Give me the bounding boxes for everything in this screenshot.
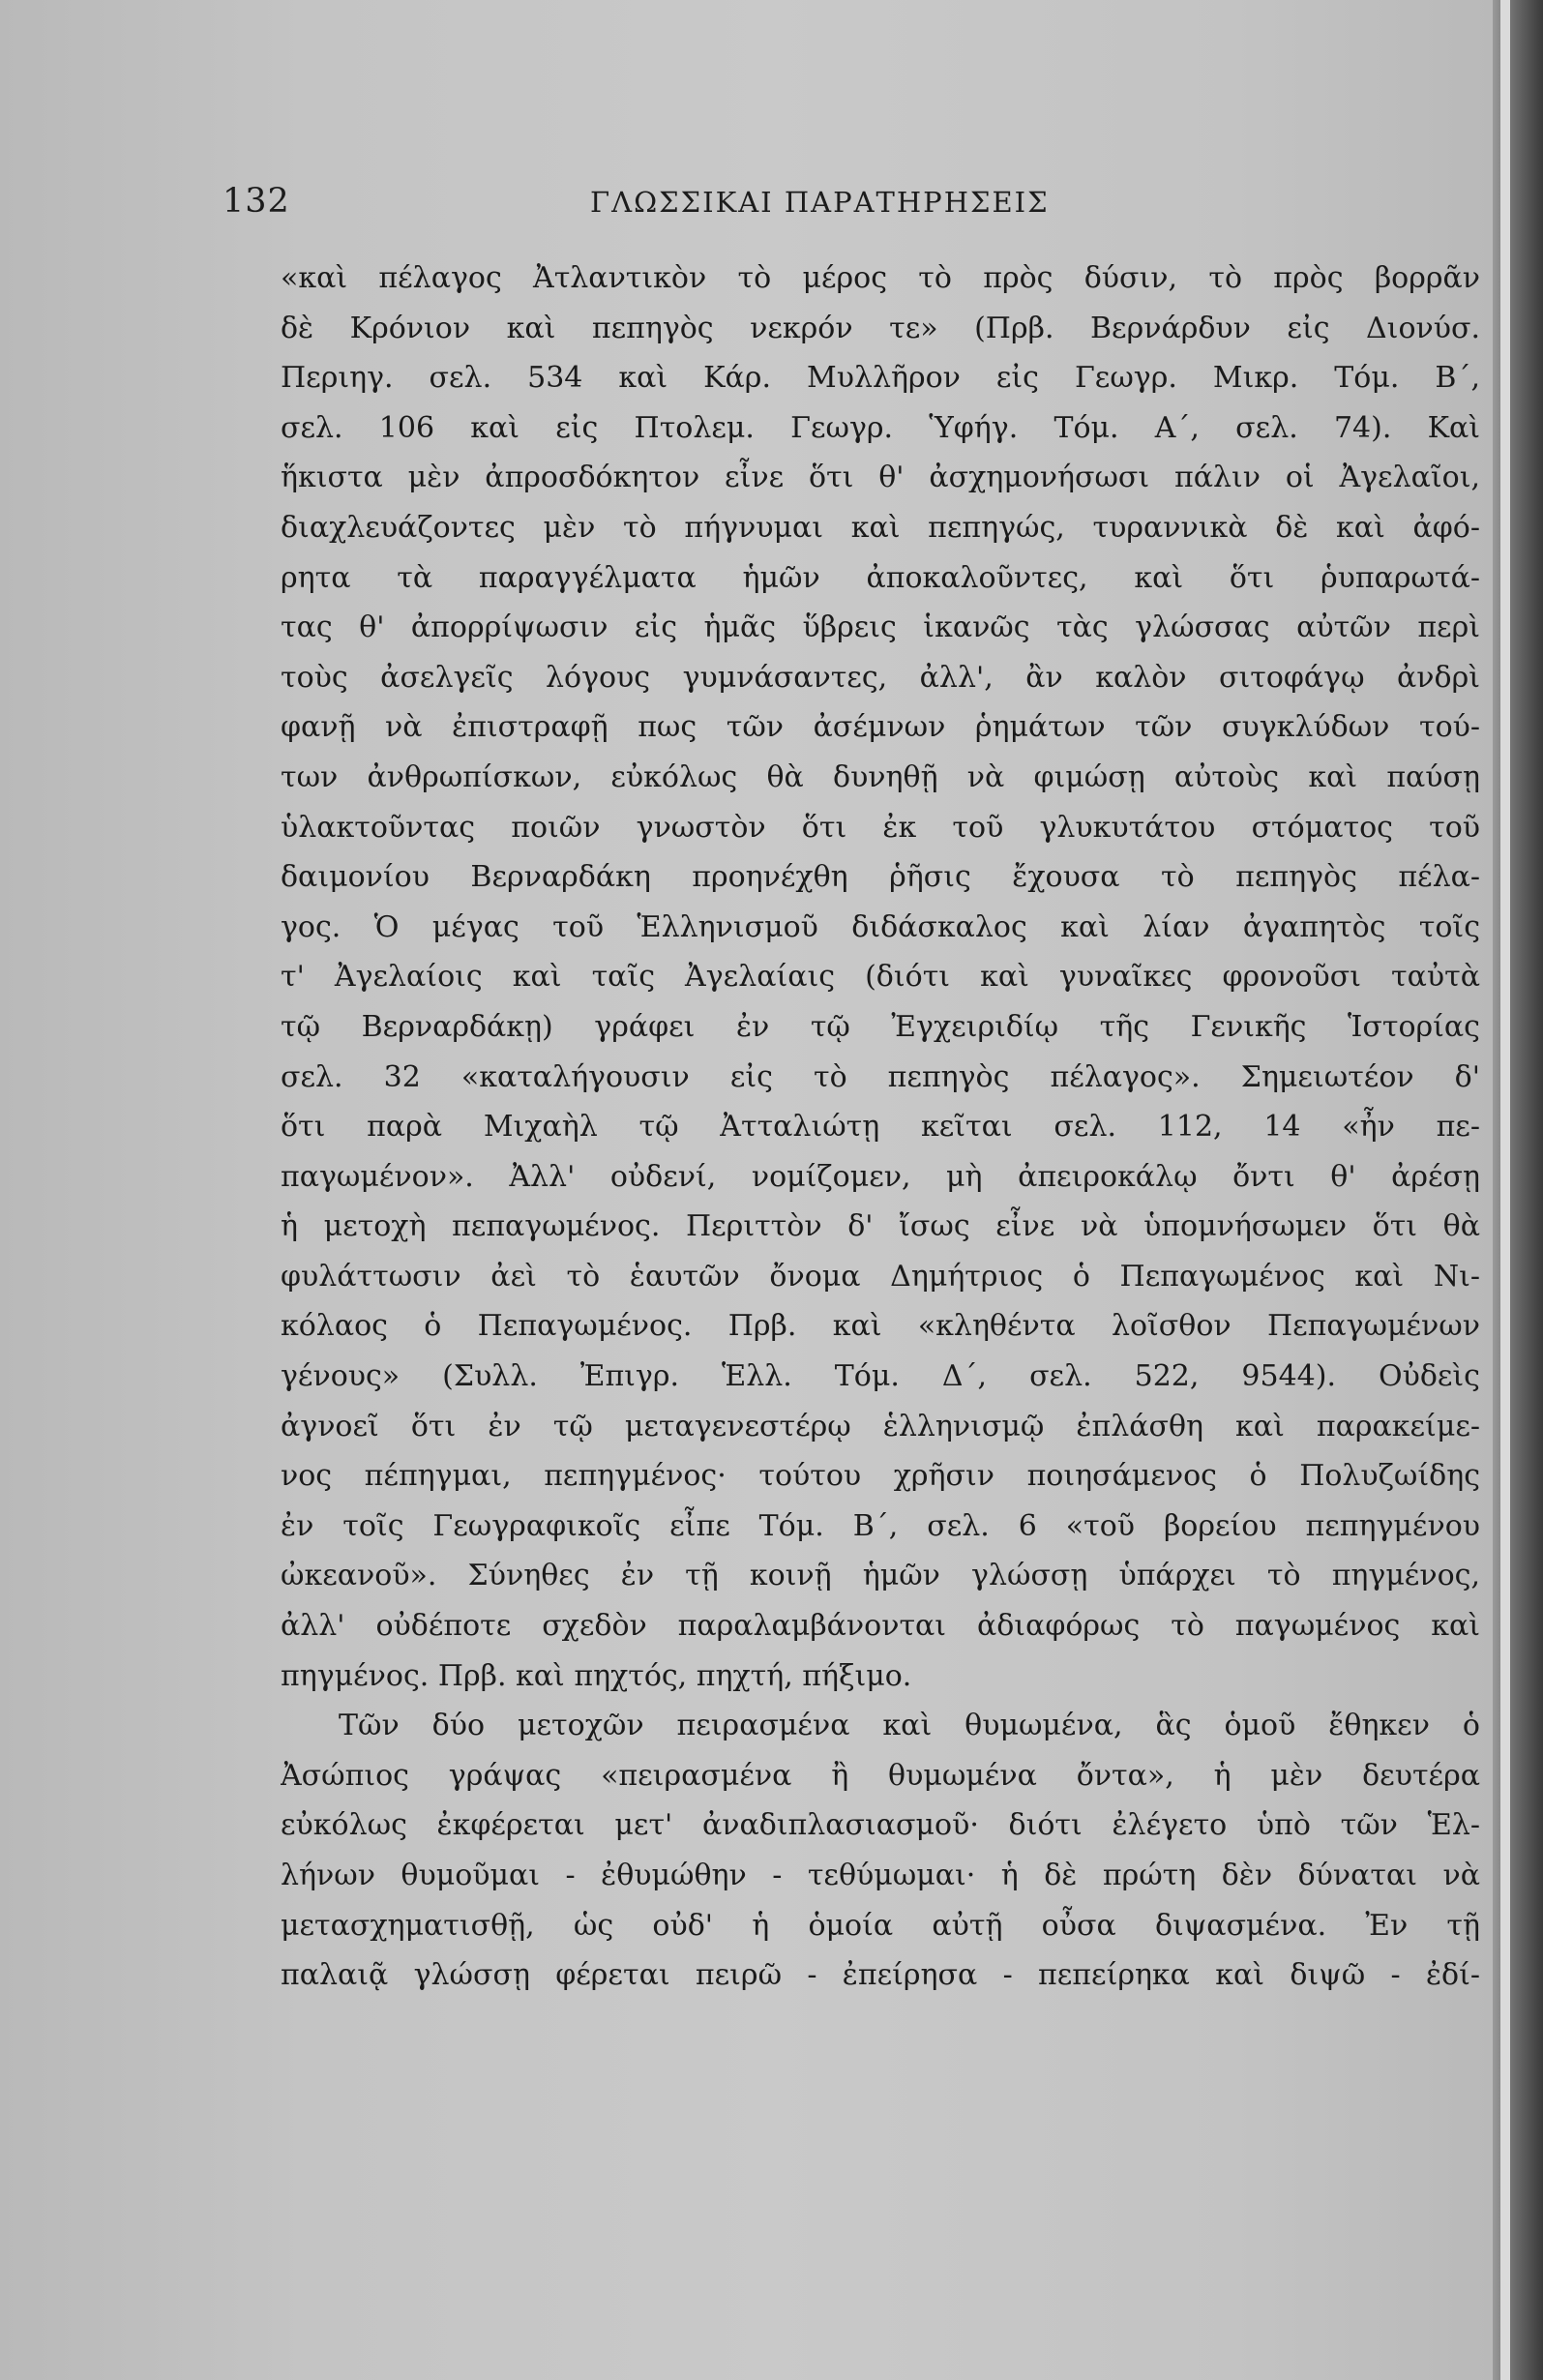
text-line: μετασχηματισθῇ, ὡς οὐδ' ἡ ὁμοία αὐτῇ οὖσα διψασμένα. Ἐν τῇ <box>281 1908 1480 1943</box>
text-line: ἀλλ' οὐδέποτε σχεδὸν παραλαμβάνονται ἀδιαφόρως τὸ παγωμένος καὶ <box>281 1609 1480 1644</box>
text-line: των ἀνθρωπίσκων, εὐκόλως θὰ δυνηθῇ νὰ φιμώσῃ αὐτοὺς καὶ παύσῃ <box>281 759 1480 794</box>
text-line: ρητα τὰ παραγγέλματα ἡμῶν ἀποκαλοῦντες, καὶ ὅτι ῥυπαρωτά- <box>281 560 1480 595</box>
text-line: «καὶ πέλαγος Ἀτλαντικὸν τὸ μέρος τὸ πρὸς δύσιν, τὸ πρὸς βορρᾶν <box>281 261 1480 295</box>
text-line: παγωμένον». Ἀλλ' οὐδενί, νομίζομεν, μὴ ἀπειροκάλῳ ὄντι θ' ἀρέσῃ <box>281 1159 1480 1194</box>
text-line: τοὺς ἀσελγεῖς λόγους γυμνάσαντες, ἀλλ', ἂν καλὸν σιτοφάγῳ ἀνδρὶ <box>281 660 1480 695</box>
page-number: 132 <box>223 182 290 221</box>
text-line: κόλαος ὁ Πεπαγωμένος. Πρβ. καὶ «κληθέντα λοῖσθον Πεπαγωμένων <box>281 1309 1480 1344</box>
text-line: ἀγνοεῖ ὅτι ἐν τῷ μεταγενεστέρῳ ἑλληνισμῷ ἐπλάσθη καὶ παρακείμε- <box>281 1409 1480 1443</box>
text-line: παλαιᾷ γλώσσῃ φέρεται πειρῶ - ἐπείρησα - πεπείρηκα καὶ διψῶ - ἐδί- <box>281 1958 1480 1993</box>
text-line: νος πέπηγμαι, πεπηγμένος· τούτου χρῆσιν ποιησάμενος ὁ Πολυζωίδης <box>281 1459 1480 1494</box>
page-header <box>223 182 1470 230</box>
text-line: Τῶν δύο μετοχῶν πειρασμένα καὶ θυμωμένα, ἃς ὁμοῦ ἔθηκεν ὁ <box>339 1709 1480 1743</box>
text-line: τ' Ἀγελαίοις καὶ ταῖς Ἀγελαίαις (διότι καὶ γυναῖκες φρονοῦσι ταὐτὰ <box>281 960 1480 995</box>
text-line: σελ. 32 «καταλήγουσιν εἰς τὸ πεπηγὸς πέλαγος». Σημειωτέον δ' <box>281 1059 1480 1094</box>
text-line: φυλάττωσιν ἀεὶ τὸ ἑαυτῶν ὄνομα Δημήτριος ὁ Πεπαγωμένος καὶ Νι- <box>281 1259 1480 1294</box>
text-line: ἥκιστα μὲν ἀπροσδόκητον εἶνε ὅτι θ' ἀσχημονήσωσι πάλιν οἱ Ἀγελαῖοι, <box>281 461 1480 495</box>
text-line: Περιηγ. σελ. 534 καὶ Κάρ. Μυλλῆρον εἰς Γεωγρ. Μικρ. Τόμ. Β΄, <box>281 361 1480 396</box>
text-line: πηγμένος. Πρβ. καὶ πηχτός, πηχτή, πήξιμο. <box>281 1658 912 1693</box>
text-line: φανῇ νὰ ἐπιστραφῇ πως τῶν ἀσέμνων ῥημάτων τῶν συγκλύδων τού- <box>281 710 1480 745</box>
text-line: σελ. 106 καὶ εἰς Πτολεμ. Γεωγρ. Ὑφήγ. Τόμ. Α΄, σελ. 74). Καὶ <box>281 410 1480 445</box>
page-edge-sliver <box>1500 0 1510 2380</box>
running-title: ΓΛΩΣΣΙΚΑΙ ΠΑΡΑΤΗΡΗΣΕΙΣ <box>590 186 1050 219</box>
text-line: τας θ' ἀπορρίψωσιν εἰς ἡμᾶς ὕβρεις ἱκανῶς τὰς γλώσσας αὐτῶν περὶ <box>281 610 1480 645</box>
text-line: τῷ Βερναρδάκῃ) γράφει ἐν τῷ Ἐγχειριδίῳ τῆς Γενικῆς Ἱστορίας <box>281 1009 1480 1044</box>
page-edge-shadow <box>1493 0 1543 2380</box>
text-line: εὐκόλως ἐκφέρεται μετ' ἀναδιπλασιασμοῦ· διότι ἐλέγετο ὑπὸ τῶν Ἑλ- <box>281 1808 1480 1843</box>
text-line: γος. Ὁ μέγας τοῦ Ἑλληνισμοῦ διδάσκαλος καὶ λίαν ἀγαπητὸς τοῖς <box>281 909 1480 944</box>
text-line: ὑλακτοῦντας ποιῶν γνωστὸν ὅτι ἐκ τοῦ γλυκυτάτου στόματος τοῦ <box>281 810 1480 845</box>
text-line: δαιμονίου Βερναρδάκη προηνέχθη ῥῆσις ἔχουσα τὸ πεπηγὸς πέλα- <box>281 860 1480 895</box>
text-line: ὠκεανοῦ». Σύνηθες ἐν τῇ κοινῇ ἡμῶν γλώσσῃ ὑπάρχει τὸ πηγμένος, <box>281 1559 1480 1593</box>
text-line: λήνων θυμοῦμαι - ἐθυμώθην - τεθύμωμαι· ἡ δὲ πρώτη δὲν δύναται νὰ <box>281 1859 1480 1892</box>
body-text <box>281 253 1480 2001</box>
text-line: δὲ Κρόνιον καὶ πεπηγὸς νεκρόν τε» (Πρβ. Βερνάρδυν εἰς Διονύσ. <box>281 311 1480 345</box>
text-line: γένους» (Συλλ. Ἐπιγρ. Ἑλλ. Τόμ. Δ΄, σελ. 522, 9544). Οὐδεὶς <box>281 1359 1480 1394</box>
text-line: Ἀσώπιος γράψας «πειρασμένα ἢ θυμωμένα ὄντα», ἡ μὲν δευτέρα <box>281 1758 1480 1793</box>
text-line: ἡ μετοχὴ πεπαγωμένος. Περιττὸν δ' ἴσως εἶνε νὰ ὑπομνήσωμεν ὅτι θὰ <box>281 1209 1480 1244</box>
text-line: ἐν τοῖς Γεωγραφικοῖς εἶπε Τόμ. Β΄, σελ. 6 «τοῦ βορείου πεπηγμένου <box>281 1508 1480 1543</box>
text-line: διαχλευάζοντες μὲν τὸ πήγνυμαι καὶ πεπηγώς, τυραννικὰ δὲ καὶ ἀφό- <box>281 510 1480 545</box>
text-line: ὅτι παρὰ Μιχαὴλ τῷ Ἀτταλιώτῃ κεῖται σελ. 112, 14 «ἦν πε- <box>281 1110 1480 1145</box>
